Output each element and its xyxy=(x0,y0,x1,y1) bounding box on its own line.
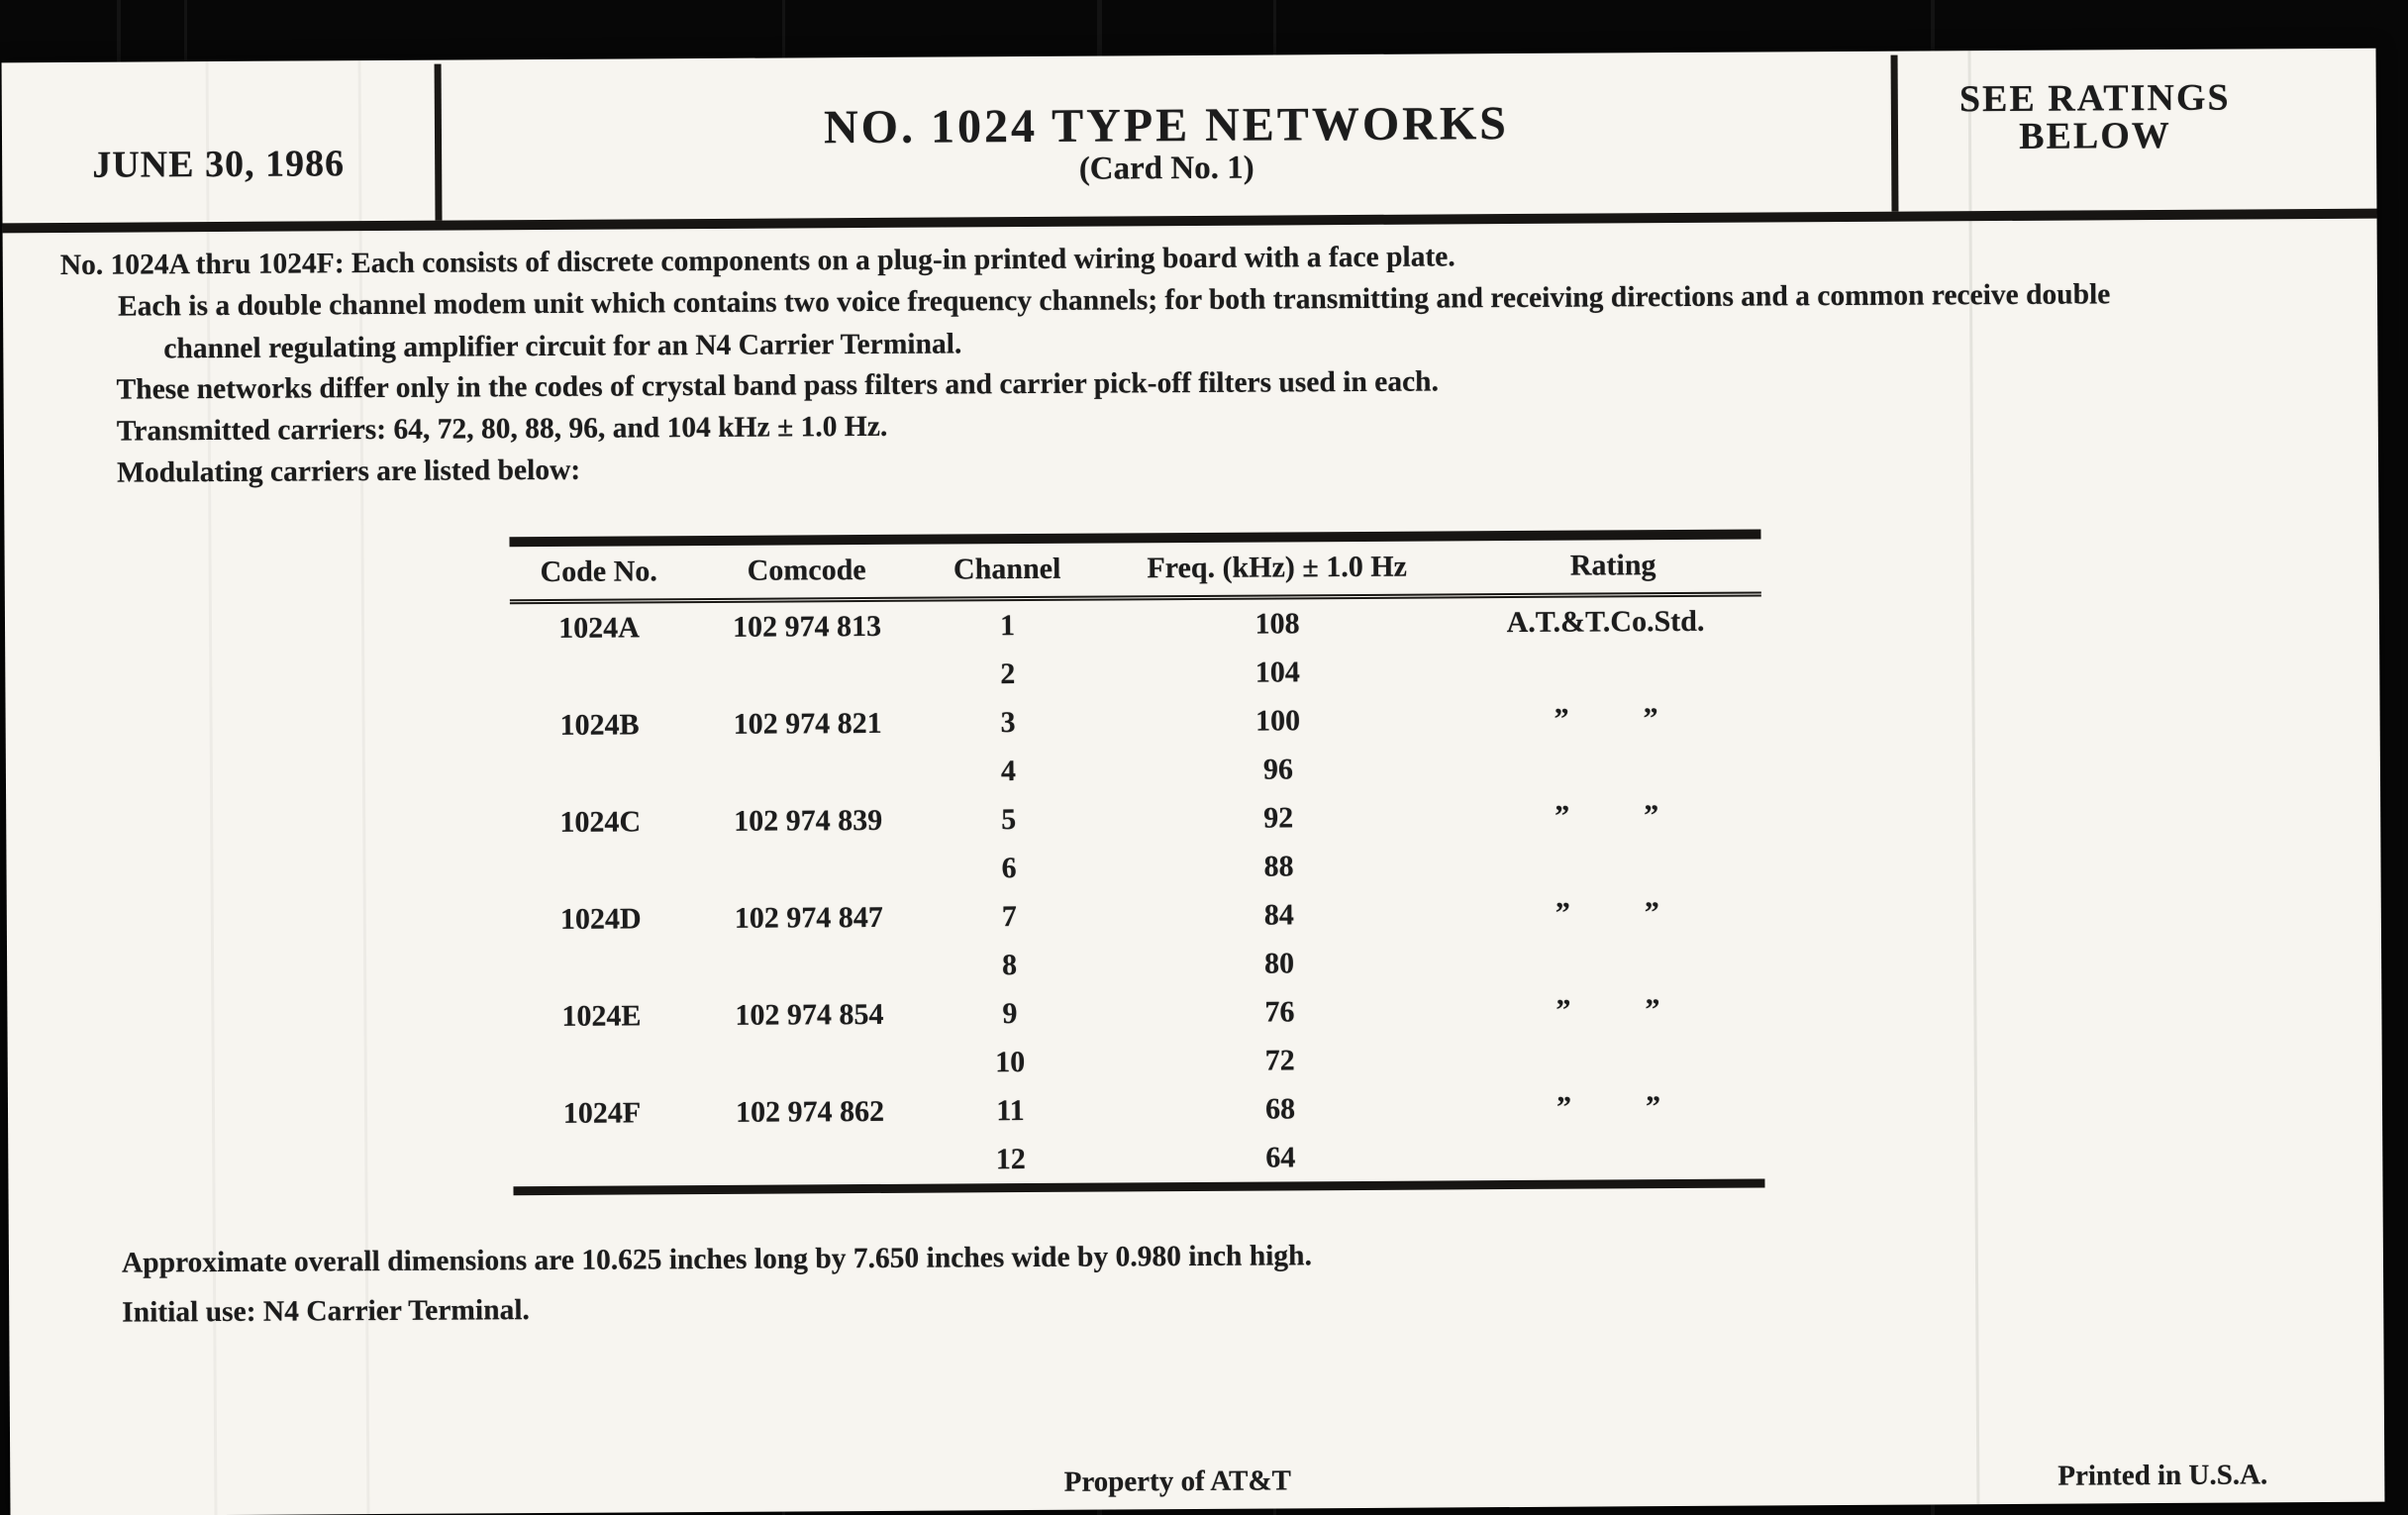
cell-rating: ” ” xyxy=(1555,1090,1661,1124)
cell-code-no xyxy=(512,943,690,992)
cell-freq: 84 xyxy=(1263,898,1294,932)
table-header-row xyxy=(510,539,1761,604)
ratings-note-line2: BELOW xyxy=(2019,114,2171,157)
cell-comcode xyxy=(690,942,928,991)
cell-channel: 9 xyxy=(1002,997,1018,1031)
card-subtitle: (Card No. 1) xyxy=(1078,150,1254,187)
cell-freq: 92 xyxy=(1263,801,1294,835)
cell-freq: 108 xyxy=(1254,607,1300,641)
cell-freq: 80 xyxy=(1264,947,1295,980)
cell-rating: ” ” xyxy=(1555,896,1659,930)
table-row xyxy=(510,693,1761,750)
table-row xyxy=(511,790,1762,847)
cell-channel: 6 xyxy=(1001,852,1017,885)
table-row xyxy=(512,887,1763,944)
cell-rating xyxy=(1466,742,1762,792)
cell-code-no: 1024F xyxy=(562,1096,642,1130)
cell-freq: 96 xyxy=(1262,753,1294,786)
paragraph-line: channel regulating amplifier circuit for an N4 Carrier Terminal. xyxy=(163,328,962,365)
cell-channel: 10 xyxy=(995,1046,1026,1079)
cell-rating xyxy=(1468,1130,1764,1180)
cell-rating: ” ” xyxy=(1555,799,1659,833)
paragraph-line: These networks differ only in the codes of crystal band pass filters and carrier pick-off filters used in each. xyxy=(116,365,1439,406)
ratings-note-line1: SEE RATINGS xyxy=(1958,76,2231,121)
paragraph-line: Each is a double channel modem unit which contains two voice frequency channels; for both transmitting and receiving directions and a common receive double xyxy=(117,278,2111,323)
cell-code-no xyxy=(510,652,688,701)
cell-channel: 12 xyxy=(995,1143,1026,1176)
issue-date: JUNE 30, 1986 xyxy=(92,143,346,186)
table-row xyxy=(511,839,1762,895)
cell-freq: 68 xyxy=(1264,1092,1296,1126)
column-header-freq: Freq. (kHz) ± 1.0 Hz xyxy=(1147,550,1408,585)
column-header-rating: Rating xyxy=(1569,549,1656,582)
cell-freq: 100 xyxy=(1255,704,1301,738)
cell-freq: 104 xyxy=(1254,656,1300,689)
cell-code-no xyxy=(513,1137,691,1186)
card-crease-line xyxy=(1968,50,1980,1504)
cell-channel: 4 xyxy=(1000,755,1017,788)
table-row xyxy=(513,1033,1764,1089)
initial-use-note: Initial use: N4 Carrier Terminal. xyxy=(122,1294,530,1329)
dimensions-note: Approximate overall dimensions are 10.625 inches long by 7.650 inches wide by 0.980 inch high. xyxy=(121,1240,1312,1279)
column-header-code-no: Code No. xyxy=(540,555,657,589)
cell-comcode: 102 974 847 xyxy=(734,900,883,935)
cell-code-no xyxy=(513,1040,691,1089)
cell-rating: ” ” xyxy=(1554,702,1658,736)
cell-freq: 72 xyxy=(1264,1044,1295,1077)
cell-comcode xyxy=(691,1136,929,1185)
cell-rating: A.T.&T.Co.Std. xyxy=(1506,604,1705,640)
table-row xyxy=(513,1130,1764,1186)
table-row xyxy=(513,1081,1764,1138)
cell-code-no: 1024D xyxy=(559,902,642,936)
cell-freq: 64 xyxy=(1265,1141,1296,1174)
cell-code-no: 1024E xyxy=(561,999,642,1033)
cell-channel: 2 xyxy=(1000,657,1016,691)
column-header-comcode: Comcode xyxy=(747,554,866,587)
card-title: NO. 1024 TYPE NETWORKS xyxy=(823,97,1510,154)
column-header-channel: Channel xyxy=(953,552,1061,586)
cell-channel: 3 xyxy=(1000,706,1016,740)
cell-code-no: 1024B xyxy=(559,708,640,742)
cell-comcode: 102 974 821 xyxy=(733,706,882,741)
cell-code-no: 1024A xyxy=(558,611,640,645)
cell-comcode xyxy=(689,845,927,894)
cell-channel: 5 xyxy=(1001,803,1017,837)
cell-rating xyxy=(1467,936,1763,986)
property-note: Property of AT&T xyxy=(1063,1464,1292,1498)
printed-note: Printed in U.S.A. xyxy=(2057,1459,2268,1492)
paragraph-line: Modulating carriers are listed below: xyxy=(116,454,581,489)
table-row xyxy=(511,742,1762,798)
cell-comcode: 102 974 813 xyxy=(732,609,882,644)
cell-comcode xyxy=(689,748,927,797)
cell-rating xyxy=(1465,645,1761,695)
cell-rating xyxy=(1468,1033,1764,1083)
cell-rating: ” ” xyxy=(1555,993,1660,1027)
cell-code-no: 1024C xyxy=(559,805,642,839)
cell-channel: 8 xyxy=(1002,949,1018,982)
paragraph-line: No. 1024A thru 1024F: Each consists of discrete components on a plug-in printed wiring board with a face plate. xyxy=(59,241,1455,281)
masthead-title-block xyxy=(442,51,1892,191)
document-card xyxy=(2,49,2385,1515)
table-row xyxy=(512,984,1763,1041)
table-row xyxy=(512,936,1763,992)
ratings-note xyxy=(1898,49,2377,156)
cell-channel: 11 xyxy=(996,1094,1025,1128)
cell-comcode xyxy=(688,651,926,700)
cell-code-no xyxy=(511,749,689,798)
paragraph-line: Transmitted carriers: 64, 72, 80, 88, 96, and 104 kHz ± 1.0 Hz. xyxy=(116,410,888,448)
cell-comcode xyxy=(691,1039,929,1088)
cell-rating xyxy=(1466,839,1762,889)
cell-channel: 1 xyxy=(999,609,1016,643)
cell-channel: 7 xyxy=(1001,900,1017,934)
modulating-carriers-table xyxy=(509,529,1764,1195)
cell-code-no xyxy=(511,846,689,895)
cell-freq: 88 xyxy=(1263,850,1294,883)
cell-comcode: 102 974 854 xyxy=(735,997,884,1032)
cell-comcode: 102 974 862 xyxy=(735,1094,885,1129)
table-row xyxy=(510,596,1761,653)
cell-freq: 76 xyxy=(1264,995,1295,1029)
cell-comcode: 102 974 839 xyxy=(734,803,883,838)
card-masthead xyxy=(2,49,2377,224)
table-row xyxy=(510,645,1761,701)
